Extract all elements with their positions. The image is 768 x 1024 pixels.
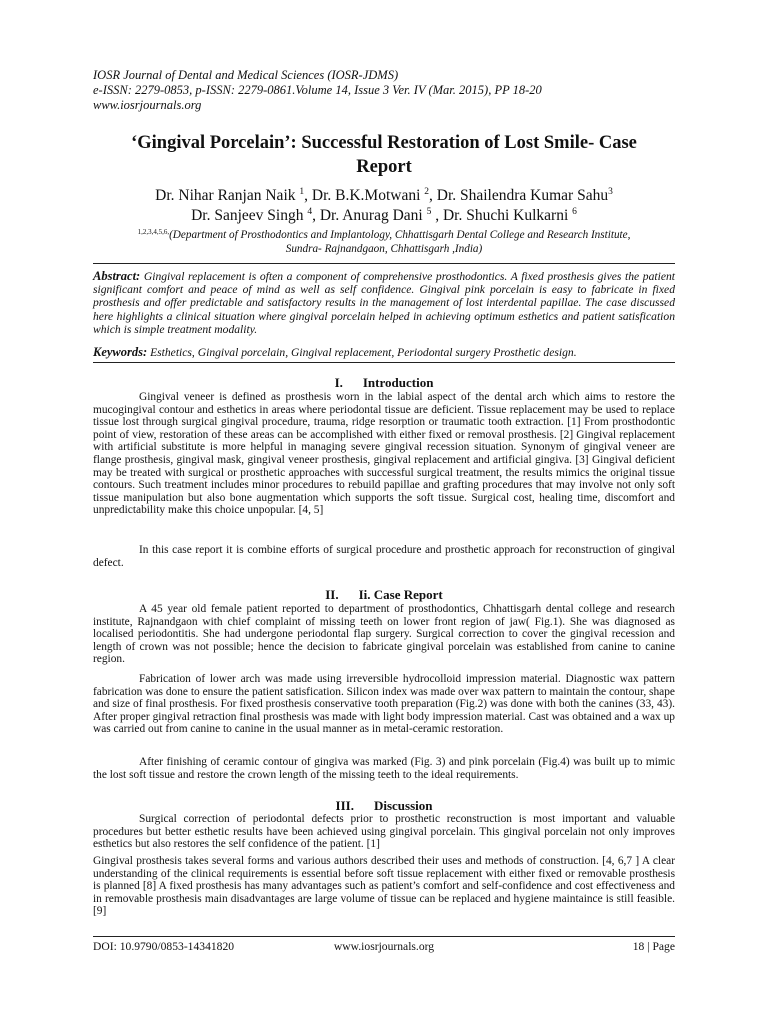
section-title: Discussion xyxy=(373,798,433,813)
affiliation-line-2: Sundra- Rajnandgaon, Chhattisgarh ,India) xyxy=(285,243,483,255)
affiliation-mark: 1,2,3,4,5,6, xyxy=(137,228,170,236)
author-name: , Dr. Anurag Dani xyxy=(312,207,427,224)
abstract-text: Gingival replacement is often a component of comprehensive prosthodontics. A fixed prosthesis gives the patient significant comfort and peace of mind as well as self confidence. Gingival pink porcelain is easy to fabricate in fixed prosthesis and offer predictable and satisfactory results in the management of lost interdental papillae. The case discussed here highlights a clinical situation where gingival porcelain helped in achieving optimum esthetics and patient satisfication which is simple treatment modality. xyxy=(93,270,675,336)
discussion-paragraph-1: Surgical correction of periodontal defects prior to prosthetic reconstruction is most important and valuable procedures but better esthetic results have been achieved using gingival porcelain. This gingival porcelain not only improves esthetics but also restores the self confidence of the patient. [1] xyxy=(93,813,675,851)
journal-website: www.iosrjournals.org xyxy=(93,98,202,112)
keywords xyxy=(93,345,675,360)
abstract-label: Abstract: xyxy=(93,269,141,283)
footer-website: www.iosrjournals.org xyxy=(333,940,435,953)
case-paragraph-1: A 45 year old female patient reported to department of prosthodontics, Chhattisgarh dental college and research institute, Rajnandgaon with chief complaint of missing teeth on lower front region of jaw( Fig.1). She was diagnosed as localised periodontitis. She had undergone periodontal flap surgery. Surgical correction to cover the gingival recession and length of crown was not possible; hence the decision to fabricate gingival porcelain was established from canine to canine region. xyxy=(93,603,675,666)
author-affil-mark: 5 xyxy=(426,207,432,217)
section-title: Ii. Case Report xyxy=(358,587,443,602)
title-line-2: Report xyxy=(356,157,412,177)
section-number: III. xyxy=(335,798,354,813)
author-affil-mark: 6 xyxy=(572,207,577,217)
footer-doi: DOI: 10.9790/0853-14341820 xyxy=(93,940,235,953)
author-affil-mark: 4 xyxy=(307,207,313,217)
section-heading-case-report xyxy=(93,587,675,602)
affiliation-line-1: $^{1,2,3,4,5,6,}$(Department of Prosthodontics and Implantology, Chhattisgarh Dental College and Research Institute, xyxy=(137,228,631,241)
paper-title xyxy=(93,131,675,179)
footer-rule xyxy=(93,936,675,937)
author-name: Dr. Nihar Ranjan Naik xyxy=(155,187,300,204)
author-list xyxy=(93,186,675,226)
abstract xyxy=(93,270,675,336)
discussion-paragraph-2: Gingival prosthesis takes several forms and various authors described their uses and methods of construction. [4, 6,7 ] A clear understanding of the clinical requirements is essential before soft tissue replacement with either fixed or removable prosthesis is planned [8] A fixed prosthesis has many advantages such as patient’s comfort and self-confidence and cost effectiveness and in removable prosthesis main disadvantages are large volume of tissue can be replaced and hygiene maintaince is still feasible.[9] xyxy=(93,855,675,918)
case-paragraph-2: Fabrication of lower arch was made using irreversible hydrocolloid impression material. Diagnostic wax pattern fabrication was done to ensure the patient satisfication. Silicon index was made over wax pattern to maintain the contour, shape and size of final prosthesis. For fixed prosthesis conservative tooth preparation (Fig.2) was done with both the canines (33, 43). After proper gingival retraction final prosthesis was made with light body impression material. Cast was obtained and a wax up was carried out from canine to canine in the usual manner as in metal-ceramic restoration. xyxy=(93,673,675,736)
intro-paragraph-2: In this case report it is combine efforts of surgical procedure and prosthetic approach for reconstruction of gingival defect. xyxy=(93,544,675,569)
section-heading-discussion xyxy=(93,798,675,813)
section-heading-introduction xyxy=(93,375,675,390)
author-line-2 xyxy=(93,206,675,226)
journal-name: IOSR Journal of Dental and Medical Sciences (IOSR-JDMS) xyxy=(93,68,399,82)
author-affil-mark: 2 xyxy=(424,187,429,197)
author-affil-mark: 1 xyxy=(299,187,305,197)
journal-issn: e-ISSN: 2279-0853, p-ISSN: 2279-0861.Volume 14, Issue 3 Ver. IV (Mar. 2015), PP 18-20 xyxy=(93,83,542,97)
keywords-text: Esthetics, Gingival porcelain, Gingival replacement, Periodontal surgery Prosthetic design. xyxy=(147,346,577,359)
affiliation xyxy=(93,228,675,256)
author-line-1 xyxy=(93,186,675,206)
section-number: I. xyxy=(334,375,343,390)
case-paragraph-3: After finishing of ceramic contour of gingiva was marked (Fig. 3) and pink porcelain (Fig.4) was built up to mimic the lost soft tissue and restore the crown length of the missing teeth to the ideal requirements. xyxy=(93,756,675,781)
section-title: Introduction xyxy=(362,375,434,390)
abstract-top-rule xyxy=(93,263,675,264)
author-name: , Dr. Shuchi Kulkarni xyxy=(431,207,573,224)
abstract-bottom-rule xyxy=(93,362,675,363)
title-line-1: ‘Gingival Porcelain’: Successful Restoration of Lost Smile- Case xyxy=(131,133,637,153)
journal-header xyxy=(93,68,683,113)
author-affil-mark: 3 xyxy=(608,187,613,197)
author-name: , Dr. B.K.Motwani xyxy=(304,187,425,204)
author-name: , Dr. Shailendra Kumar Sahu xyxy=(429,187,609,204)
section-number: II. xyxy=(325,587,339,602)
footer-page-number: 18 | Page xyxy=(632,940,675,953)
intro-paragraph-1: Gingival veneer is defined as prosthesis worn in the labial aspect of the dental arch which aims to restore the mucogingival contour and esthetics in areas where periodontal tissue are deficient. Tissue replacement may be used to replace tissue lost through surgical gingival procedure, trauma, ridge resorption or traumatic tooth extraction. [1] From prosthodontic point of view, restoration of these areas can be accomplished with either fixed or removal prosthesis. [2] Gingival replacement with artificial substitute is more helpful in managing severe gingival recession situation. Synonym of gingival veneer are flange prosthesis, gingival mask, gingival veneer prosthesis, gingival replacement and artificial gingiva. [3] Gingival deficient may be treated with surgical or prosthetic approaches with successful surgical treatment, the results mimics the original tissue contours. Such treatment includes minor procedures to rebuild papillae and grafting procedures that may involve not only soft tissue manipulation but also bone augmentation which supports the soft tissue. Surgical cost, healing time, discomfort and unpredictability make this choice unpopular. [4, 5] xyxy=(93,391,675,517)
keywords-label: Keywords: xyxy=(93,345,148,359)
author-name: Dr. Sanjeev Singh xyxy=(191,207,308,224)
